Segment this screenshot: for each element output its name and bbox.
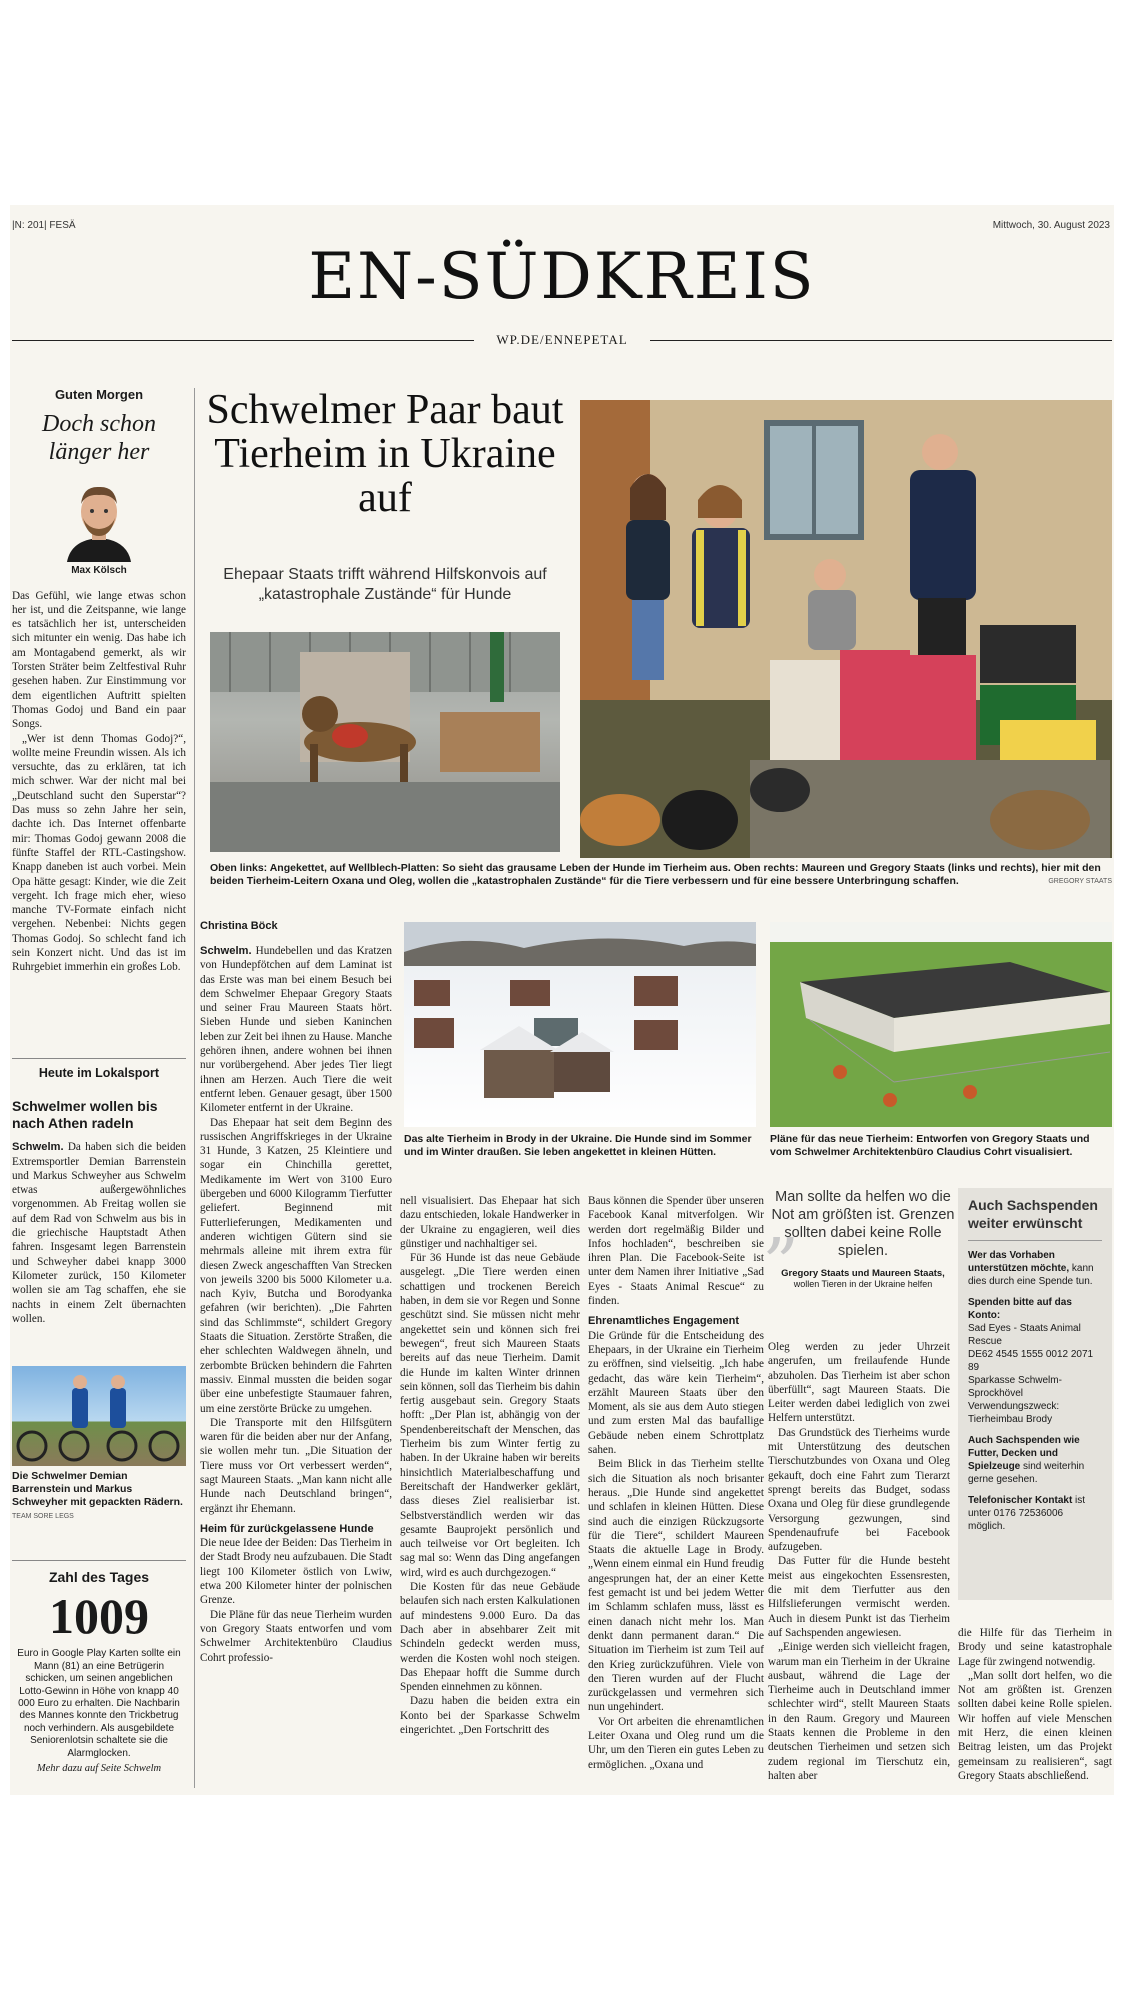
infobox-purpose: Verwendungszweck: Tierheimbau Brody	[968, 1401, 1060, 1425]
new-shelter-rendering	[770, 922, 1112, 1127]
infobox-iban: DE62 4545 1555 0012 2071 89	[968, 1349, 1094, 1373]
article-subheadline: Ehepaar Staats trifft während Hilfskonvois auf „katastrophale Zustände“ für Hunde	[223, 566, 547, 603]
divider	[968, 1240, 1102, 1241]
cyclists-caption	[12, 1470, 186, 1523]
article-headline: Schwelmer Paar baut Tierheim in Ukraine auf	[206, 387, 564, 521]
old-shelter-winter-photo	[404, 922, 756, 1127]
infobox-goods: sind weiterhin gerne gesehen.	[968, 1461, 1085, 1485]
column-author: Max Kölsch	[71, 565, 127, 577]
number-text: Euro in Google Play Karten sollte ein Mann (81) an eine Betrügerin schicken, um seinen angeblichen Lotto-Gewinn in Höhe von knapp 40 000 Euro zu erhalten. Die Nachbarin des Mannes konnte den Trickbetrug noch verhindern. Als ausgebildete Seniorenlotsin schaltete sie die Alarmglocken.	[17, 1648, 181, 1759]
article-dateline: Schwelm.	[200, 945, 252, 957]
article-paragraph: Beim Blick in das Tierheim stellte sich die Situation als noch brisanter heraus. „Die Hunde sind angekettet und schlafen in kleinen Hütten. Diese sind auch die einzigen Rückzugsorte für die Tiere“, schildert Maureen Staats die aktuelle Lage in Brody. „Wenn einem einmal ein Hund freudig angesprungen hat, der an einer Kette fest gemacht ist und bei jedem Wetter im Schlamm schlafen muss, lässt es einen danach nicht mehr los. Man denkt dann permanent daran.“ Die Situation im Tierheim ist zum Teil auf den Krieg zurückzuführen. Viele von den Tieren wurden auf der Flucht zurückgelassen und vermehren sich nun ungehindert.	[588, 1458, 764, 1714]
article-paragraph: Vor Ort arbeiten die ehrenamtlichen Leiter Oxana und Oleg rund um die Uhr, um den Tieren ein gutes Leben zu ermöglichen. „Oxana und	[588, 1715, 764, 1771]
article-paragraph: Die Kosten für das neue Gebäude belaufen sich nach ersten Kalkulationen auf mindestens 9.000 Euro. Da das Dach aber in absehbarer Zeit mit Schindeln gedeckt werden muss, werden die Kosten wohl noch steigen. Das Ehepaar hofft die Summe durch Spenden einnehmen zu können.	[400, 1581, 580, 1694]
sport-kicker: Heute im Lokalsport	[38, 1066, 160, 1080]
column-kicker: Guten Morgen	[54, 387, 144, 402]
article-author: Christina Böck	[200, 920, 278, 932]
number-kicker: Zahl des Tages	[48, 1569, 150, 1585]
number-more-link: Mehr dazu auf Seite Schwelm	[36, 1762, 162, 1774]
sport-body: Da haben sich die beiden Extremsportler Demian Barrenstein und Markus Schweyher aus Schwelm etwas außergewöhnliches vorgenommen. Ab Freitag wollen sie auf dem Rad von Schwelm aus bis in die griechische Hauptstadt Athen fahren. Insgesamt legen Barrenstein und Schweyher dabei knapp 3000 Kilometer zurück, 150 Kilometer wollen sie am Tag schaffen, ehe sie nachts in einem Zelt übernachten wollen.	[12, 1141, 186, 1325]
sport-dateline: Schwelm.	[12, 1141, 64, 1154]
author-avatar	[57, 478, 141, 562]
quote-mark-icon: „	[764, 1180, 801, 1262]
new-shelter-caption: Pläne für das neue Tierheim: Entworfen von Gregory Staats und vom Schwelmer Architektenbüro Claudius Cohrt visualisiert.	[770, 1133, 1090, 1158]
main-photo-credit: GREGORY STAATS	[1048, 878, 1112, 885]
article-paragraph: „Einige werden sich vielleicht fragen, warum man ein Tierheim in der Ukraine ausbaut, während die Lage der Tierheime auch in Deutschland immer schlechter wird“, stellt Maureen Staats in den Raum. Gregory und Maureen Staats kennen die Probleme in den deutschen Tierheimen und setzen sich zudem regional im Tierschutz ein, halten aber	[768, 1641, 950, 1782]
article-paragraph: Oleg werden zu jeder Uhrzeit angerufen, um freilaufende Hunde abzuholen. Das Tierheim ist aber schon überfüllt“, sagt Maureen Staats. Die Leiter werden dabei lediglich von zwei Helfern unterstützt.	[768, 1341, 950, 1425]
article-paragraph: Das Grundstück des Tierheims wurde mit Unterstützung des deutschen Tierschutzbundes von Oxana und Oleg gekauft, doch eine Fahrt zum Tierarzt sprengt bereits das Budget, sodass Oxana und Oleg für diese grundlegende Versorgung gezwungen, sind Spendenaufrufe bei Facebook aufzugeben.	[768, 1426, 950, 1554]
sport-teaser	[12, 1066, 186, 1326]
article-paragraph: Das Ehepaar hat seit dem Beginn des russischen Angriffskrieges in der Ukraine 31 Hunde, 3 Katzen, 25 Kleintiere und sogar ein Chinchilla gerettet, Medikamente im Wert von 3100 Euro übergeben und 6000 Kilogramm Tierfutter geliefert. Beginnend mit Futterlieferungen, Medikamenten und anderen wichtigen Gütern sind sie mehrmals alleine mit ihrem extra für diesen Zweck angeschafften Van Strecken von jeweils 3200 bis 5000 Kilometer u.a. nach Kyiv, Butcha und Borodyanka gefahren (wir berichten). „Die Fahrten sind das Schlimmste“, schildert Gregory Staats die Situation. Zerstörte Straßen, die eher schlechten Waldwegen ähneln, und zerbombte Brücken behindern die Fahrten massiv. Einmal mussten die beiden sogar über eine unbefestigte Staumauer fahren, um eine zerstörte Brücke zu umgehen.	[200, 1116, 392, 1415]
chained-dog-photo	[210, 632, 560, 852]
article-column-4	[768, 1340, 950, 1783]
sport-headline: Schwelmer wollen bis nach Athen radeln	[12, 1098, 158, 1132]
cyclists-caption-text: Die Schwelmer Demian Barrenstein und Markus Schweyher mit gepackten Rädern.	[12, 1470, 183, 1508]
site-url: WP.DE/ENNEPETAL	[496, 332, 628, 347]
article-paragraph: Die Pläne für das neue Tierheim wurden von Gregory Staats entworfen und vom Schwelmer Architektenbüro Claudius Cohrt professio-	[200, 1608, 392, 1664]
main-caption-text: Oben links: Angekettet, auf Wellblech-Platten: So sieht das grausame Leben der Hunde im Tierheim aus. Oben rechts: Maureen und Gregory Staats (links und rechts), hier mit den beiden Tierheim-Leitern Oxana und Oleg, wollen die „katastrophalen Zustände“ für die Tiere verbessern und für eine bessere Unterbringung schaffen.	[210, 862, 1101, 887]
main-photo-caption	[210, 862, 1112, 888]
article-paragraph: Dazu haben die beiden extra ein Konto bei der Sparkasse Schwelm eingerichtet. „Den Fortschritt des	[400, 1695, 580, 1736]
article-paragraph: Die neue Idee der Beiden: Das Tierheim in der Stadt Brody neu aufzubauen. Die Stadt liegt 100 Kilometer östlich von Lwiw, etwa 200 Kilometer hinter der polnischen Grenze.	[200, 1537, 392, 1607]
infobox-goods-bold: Auch Sachspenden wie Futter, Decken und Spielzeuge	[968, 1435, 1080, 1472]
infobox-intro: kann dies durch eine Spende tun.	[968, 1263, 1094, 1287]
article-subhead: Ehrenamtliches Engagement	[588, 1315, 739, 1328]
article-paragraph: Die Gründe für die Entscheidung des Ehepaars, in der Ukraine ein Tierheim zu eröffnen, sind vielseitig. „Ich habe gedacht, das wäre kein Tierheim“, erzählt Maureen Staats über den Moment, als sie aus dem Auto stiegen und zum ersten Mal das baufallige Gebäude neben einem Schrottplatz sahen.	[588, 1329, 764, 1457]
divider	[12, 1560, 186, 1561]
infobox-bank: Sparkasse Schwelm-Sprockhövel	[968, 1375, 1062, 1399]
article-paragraph: Das Futter für die Hunde besteht meist aus eingekochten Essensresten, die mit dem Tierfutter aus den Hilfslieferungen vermischt werden. Auch in diesem Punkt ist das Tierheim auf Sachspenden angewiesen.	[768, 1555, 950, 1639]
divider	[12, 1058, 186, 1059]
article-paragraph: Hundebellen und das Kratzen von Hundepfötchen auf dem Laminat ist das Erste was man bei einem Besuch bei dem Schwelmer Ehepaar Gregory Staats und seiner Frau Maureen Staats hört. Sieben Hunde und sieben Kaninchen leben zur Zeit bei ihnen zu Hause. Manche gehören ihnen, andere wohnen bei ihnen nur vorübergehend. Aber jedes Tier liegt ihnen am Herzen. Auch Tiere die weit entfernt leben. Genauer gesagt, über 1500 Kilometer entfernt in der Ukraine.	[200, 945, 392, 1115]
column-paragraph-2: „Wer ist denn Thomas Godoj?“, wollte meine Freundin wissen. Als ich versuchte, das zu erklären, tat ich mich schwer. War der nicht mal bei „Deutschland sucht den Superstar“? Das muss so zehn Jahre her sein, dachte ich. Das Internet offenbarte mir: Thomas Godoj gewann 2008 die fünfte Staffel der RTL-Castingshow. Knapp daneben ist auch vorbei. Mein Opa hätte gesagt: Kinder, wie die Zeit vergeht. Ich frage mich eher, wieso manche TV-Formate einfach nicht vergehen. Nebenbei: Nichts gegen Thomas Godoj. So schlecht fand ich sein Konzert nicht. Und das ist im Ruhrgebiet immerhin ein großes Lob.	[12, 732, 186, 974]
article-column-3	[588, 1194, 764, 1772]
infobox-phone-bold: Telefonischer Kontakt	[968, 1495, 1073, 1506]
column-separator	[194, 388, 195, 1788]
article-column-5	[958, 1626, 1112, 1783]
article-subhead: Heim für zurückgelassene Hunde	[200, 1522, 374, 1535]
old-shelter-caption: Das alte Tierheim in Brody in der Ukraine. Die Hunde sind im Sommer und im Winter draußen. Sie leben angekettet in kleinen Hütten.	[404, 1133, 752, 1158]
cyclists-credit: TEAM SORE LEGS	[12, 1513, 74, 1520]
edition-label: |N: 201| FESÄ	[12, 220, 76, 231]
volunteers-with-donations-photo	[580, 400, 1112, 858]
column-title: Doch schon länger her	[42, 411, 156, 466]
number-of-the-day	[12, 1570, 186, 1776]
column-paragraph-1: Das Gefühl, wie lange etwas schon her ist, und die Zeitspanne, wie lange es tatsächlich her ist, unterscheiden sich mitunter ein wenig. Das habe ich am Montagabend gemerkt, als wir Torsten Sträter beim Zeltfestival Ruhr gesehen haben. Zur Einstimmung vor dem eigentlichen Auftritt spielten Thomas Godoj und Band ein paar Songs.	[12, 589, 186, 731]
article-paragraph: die Hilfe für das Tierheim in Brody und seine katastrophale Lage für zwingend notwendig.	[958, 1627, 1112, 1668]
page-header-meta	[12, 220, 1110, 234]
article-paragraph: Baus können die Spender über unseren Facebook Kanal mitverfolgen. Wir werden dort regelmäßig Bilder und Infos hochladen“, beschreiben sie ihren Plan. Die Facebook-Seite ist unter dem Namen ihrer Initiative „Sad Eyes - Staats Animal Rescue“ zu finden.	[588, 1195, 764, 1308]
infobox-account-heading: Spenden bitte auf das Konto:	[968, 1297, 1072, 1321]
quote-text: Man sollte da helfen wo die Not am größten ist. Grenzen sollten dabei keine Rolle spielen.	[771, 1189, 955, 1259]
section-masthead: EN-SÜDKREIS	[308, 240, 816, 314]
number-value: 1009	[49, 1588, 149, 1645]
pull-quote	[764, 1180, 958, 1289]
morning-column	[12, 388, 186, 975]
article-paragraph: „Man sollt dort helfen, wo die Not am größten ist. Grenzen sollten dabei keine Rolle spielen. Wir hoffen auf viele Menschen mit Herz, die einen kleinen Beitrag leisten, um das Projekt gemeinsam zu realisieren“, sagt Gregory Staats abschließend.	[958, 1669, 1112, 1782]
article-paragraph: Für 36 Hunde ist das neue Gebäude ausgelegt. „Die Tiere werden einen schattigen und trockenen Bereich haben, in dem sie vor Regen und Sonne geschützt sind. Sie müssen nicht mehr angekettet sein und können sich frei bewegen“, freut sich Maureen Staats bereits auf das neue Tierheim. Damit die Hunde im kalten Winter drinnen sein können, soll das Tierheim bis dahin fertig ausgebaut sein. Gregory Staats hofft: „Der Plan ist, abhängig von der Spendenbereitschaft der Menschen, das Tierheim bis zum Winter fertig zu haben. In der Ukraine haben wir bereits hinsichtlich Materialbeschaffung und Bereitschaft der Handwerker geklärt, dass dieses Ziel realisierbar ist. Selbstverständlich werden wir das gesamte Bauprojekt persönlich und auch teilweise vor Ort begleiten. Ich sag mal so: Wenn das Ding angefangen wird, wird es auch durchgezogen.“	[400, 1252, 580, 1579]
article-column-1	[200, 944, 392, 1665]
quote-source: Gregory Staats und Maureen Staats,	[781, 1268, 945, 1279]
infobox-title: Auch Sachspenden weiter erwünscht	[968, 1197, 1098, 1231]
infobox-account-name: Sad Eyes - Staats Animal Rescue	[968, 1323, 1081, 1347]
article-paragraph: Die Transporte mit den Hilfsgütern waren für die beiden aber nur der Anfang, sie wollen mehr tun. „Die Situation der Tiere muss vor Ort verbessert werden“, sagt Maureen Staats. „Man kann nicht alle Hunde nach Deutschland bringen“, ergänzt ihr Ehemann.	[200, 1416, 392, 1515]
infobox-intro-bold: Wer das Vorhaben unterstützen möchte,	[968, 1250, 1070, 1274]
cyclists-photo	[12, 1366, 186, 1466]
article-column-2	[400, 1194, 580, 1737]
quote-source-role: wollen Tieren in der Ukraine helfen	[793, 1279, 933, 1289]
article-paragraph: nell visualisiert. Das Ehepaar hat sich dazu entschieden, lokale Handwerker in der Ukraine zu engagieren, weil dies günstiger und nachhaltiger sei.	[400, 1195, 580, 1250]
issue-date: Mittwoch, 30. August 2023	[992, 220, 1110, 231]
infobox-phone: ist unter 0176 72536006 möglich.	[968, 1495, 1086, 1532]
donation-infobox	[958, 1188, 1112, 1600]
